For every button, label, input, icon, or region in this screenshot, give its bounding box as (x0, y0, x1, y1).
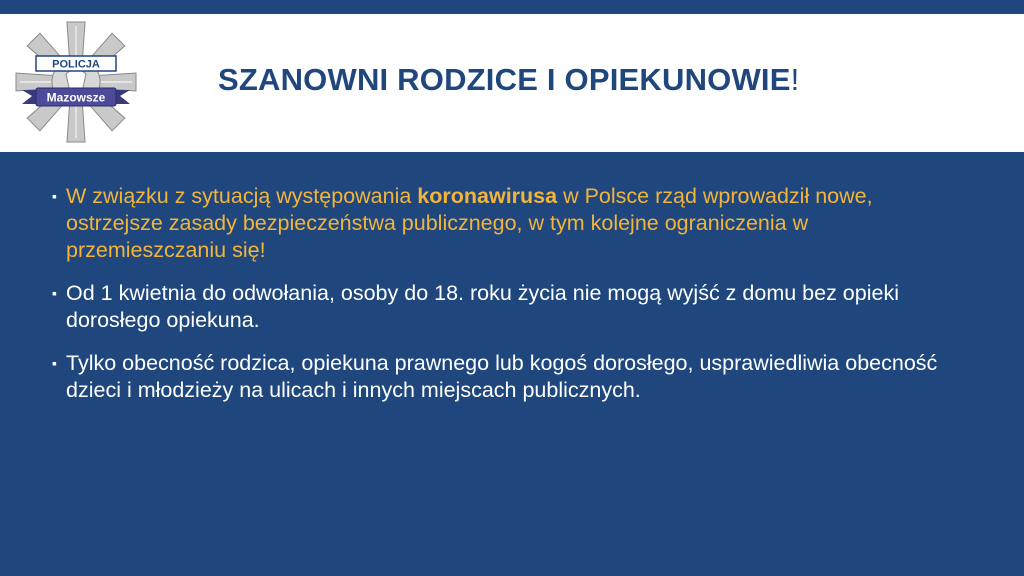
bullet-list (52, 183, 972, 420)
bullet-icon: ▪ (52, 355, 57, 371)
list-item (52, 183, 972, 264)
bullet-highlight: koronawirusa (417, 184, 558, 208)
page-title (218, 62, 799, 98)
list-item (52, 280, 972, 334)
list-item (52, 350, 972, 404)
bullet-text-before: W związku z sytuacją występowania (66, 184, 418, 208)
bullet-icon: ▪ (52, 285, 57, 301)
police-star-badge-icon (8, 14, 144, 150)
bullet-text-after: w Polsce rząd wprowadził nowe, ostrzejsze zasady bezpieczeństwa publicznego, w tym kolejne ograniczenia w przemieszczaniu się! (66, 184, 873, 262)
title-text: SZANOWNI RODZICE I OPIEKUNOWIE (218, 62, 791, 97)
bullet-text: Tylko obecność rodzica, opiekuna prawnego lub kogoś dorosłego, usprawiedliwia obecność dzieci i młodzieży na ulicach i innych miejscach publicznych. (66, 351, 938, 402)
title-exclamation: ! (790, 62, 800, 97)
top-bar (0, 0, 1024, 14)
logo-text-bottom: Mazowsze (46, 90, 106, 105)
logo-text-top: POLICJA (52, 58, 100, 71)
bullet-icon: ▪ (52, 188, 57, 204)
bullet-text: Od 1 kwietnia do odwołania, osoby do 18. roku życia nie mogą wyjść z domu bez opieki dorosłego opiekuna. (66, 281, 899, 332)
